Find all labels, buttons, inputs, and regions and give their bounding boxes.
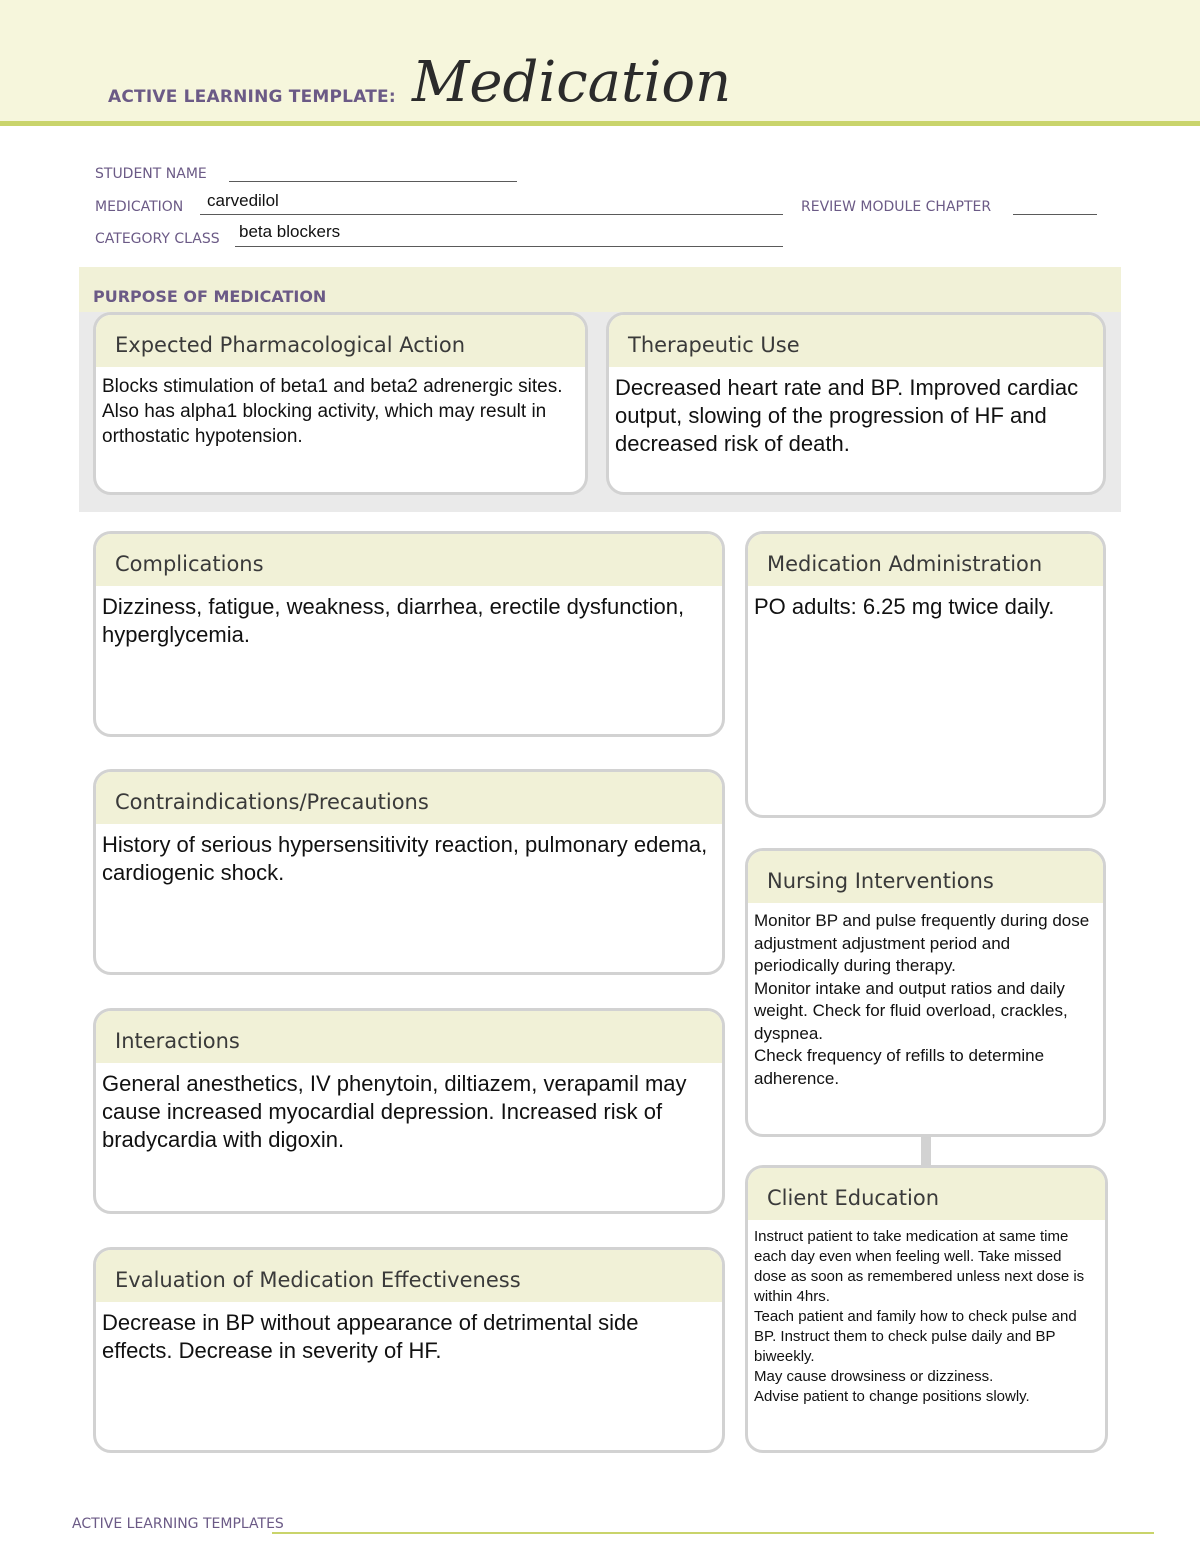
section-connector (921, 1136, 931, 1166)
interactions-title: Interactions (96, 1011, 722, 1063)
therapeutic-use-card (606, 312, 1106, 495)
medication-value[interactable]: carvedilol (207, 191, 279, 210)
contraindications-card (93, 769, 725, 975)
client-education-card (745, 1165, 1108, 1453)
interactions-text[interactable]: General anesthetics, IV phenytoin, diltiazem, verapamil may cause increased myocardial depression. Increased risk of bradycardia with digoxin. (102, 1071, 687, 1152)
footer-rule (272, 1532, 1154, 1534)
page-title: Medication (412, 50, 732, 115)
category-class-line (235, 246, 783, 247)
student-name-label: STUDENT NAME (95, 166, 207, 182)
header-label: ACTIVE LEARNING TEMPLATE: (108, 87, 396, 107)
nursing-interventions-title: Nursing Interventions (748, 851, 1103, 903)
review-module-line[interactable] (1013, 214, 1097, 215)
complications-text[interactable]: Dizziness, fatigue, weakness, diarrhea, erectile dysfunction, hyperglycemia. (102, 594, 685, 647)
review-module-label: REVIEW MODULE CHAPTER (801, 199, 992, 215)
complications-title: Complications (96, 534, 722, 586)
therapeutic-use-title: Therapeutic Use (609, 315, 1103, 367)
medication-label: MEDICATION (95, 199, 184, 215)
contraindications-text[interactable]: History of serious hypersensitivity reaction, pulmonary edema, cardiogenic shock. (102, 832, 708, 885)
nursing-interventions-text[interactable]: Monitor BP and pulse frequently during dose adjustment adjustment period and periodically during therapy. Monitor intake and output ratios and daily weight. Check for fluid overload, crackles, dyspnea. Check frequency of refills to determine adherence. (754, 911, 1090, 1088)
client-education-text[interactable]: Instruct patient to take medication at same time each day even when feeling well. Take missed dose as soon as remembered unless next dose is within 4hrs. Teach patient and family how to check pulse and BP. Instruct them to check pulse daily and BP biweekly. May cause drowsiness or dizziness. Advise patient to change positions slowly. (754, 1228, 1085, 1405)
expected-action-text[interactable]: Blocks stimulation of beta1 and beta2 adrenergic sites. Also has alpha1 blocking activity, which may result in orthostatic hypotension. (102, 376, 563, 447)
header-rule (0, 121, 1200, 126)
contraindications-title: Contraindications/Precautions (96, 772, 722, 824)
evaluation-title: Evaluation of Medication Effectiveness (96, 1250, 722, 1302)
purpose-label: PURPOSE OF MEDICATION (93, 287, 327, 306)
evaluation-card (93, 1247, 725, 1453)
evaluation-text[interactable]: Decrease in BP without appearance of detrimental side effects. Decrease in severity of HF. (102, 1310, 639, 1363)
category-class-value[interactable]: beta blockers (239, 222, 341, 241)
footer-label: ACTIVE LEARNING TEMPLATES (72, 1516, 284, 1532)
administration-card (745, 531, 1106, 818)
expected-action-title: Expected Pharmacological Action (96, 315, 585, 367)
client-education-title: Client Education (748, 1168, 1105, 1220)
complications-card (93, 531, 725, 737)
expected-action-card (93, 312, 588, 495)
category-class-label: CATEGORY CLASS (95, 231, 220, 247)
nursing-interventions-card (745, 848, 1106, 1137)
therapeutic-use-text[interactable]: Decreased heart rate and BP. Improved cardiac output, slowing of the progression of HF and decreased risk of death. (615, 375, 1079, 456)
student-name-line[interactable] (229, 181, 517, 182)
medication-line (200, 214, 783, 215)
administration-text[interactable]: PO adults: 6.25 mg twice daily. (754, 594, 1055, 619)
administration-title: Medication Administration (748, 534, 1103, 586)
interactions-card (93, 1008, 725, 1214)
